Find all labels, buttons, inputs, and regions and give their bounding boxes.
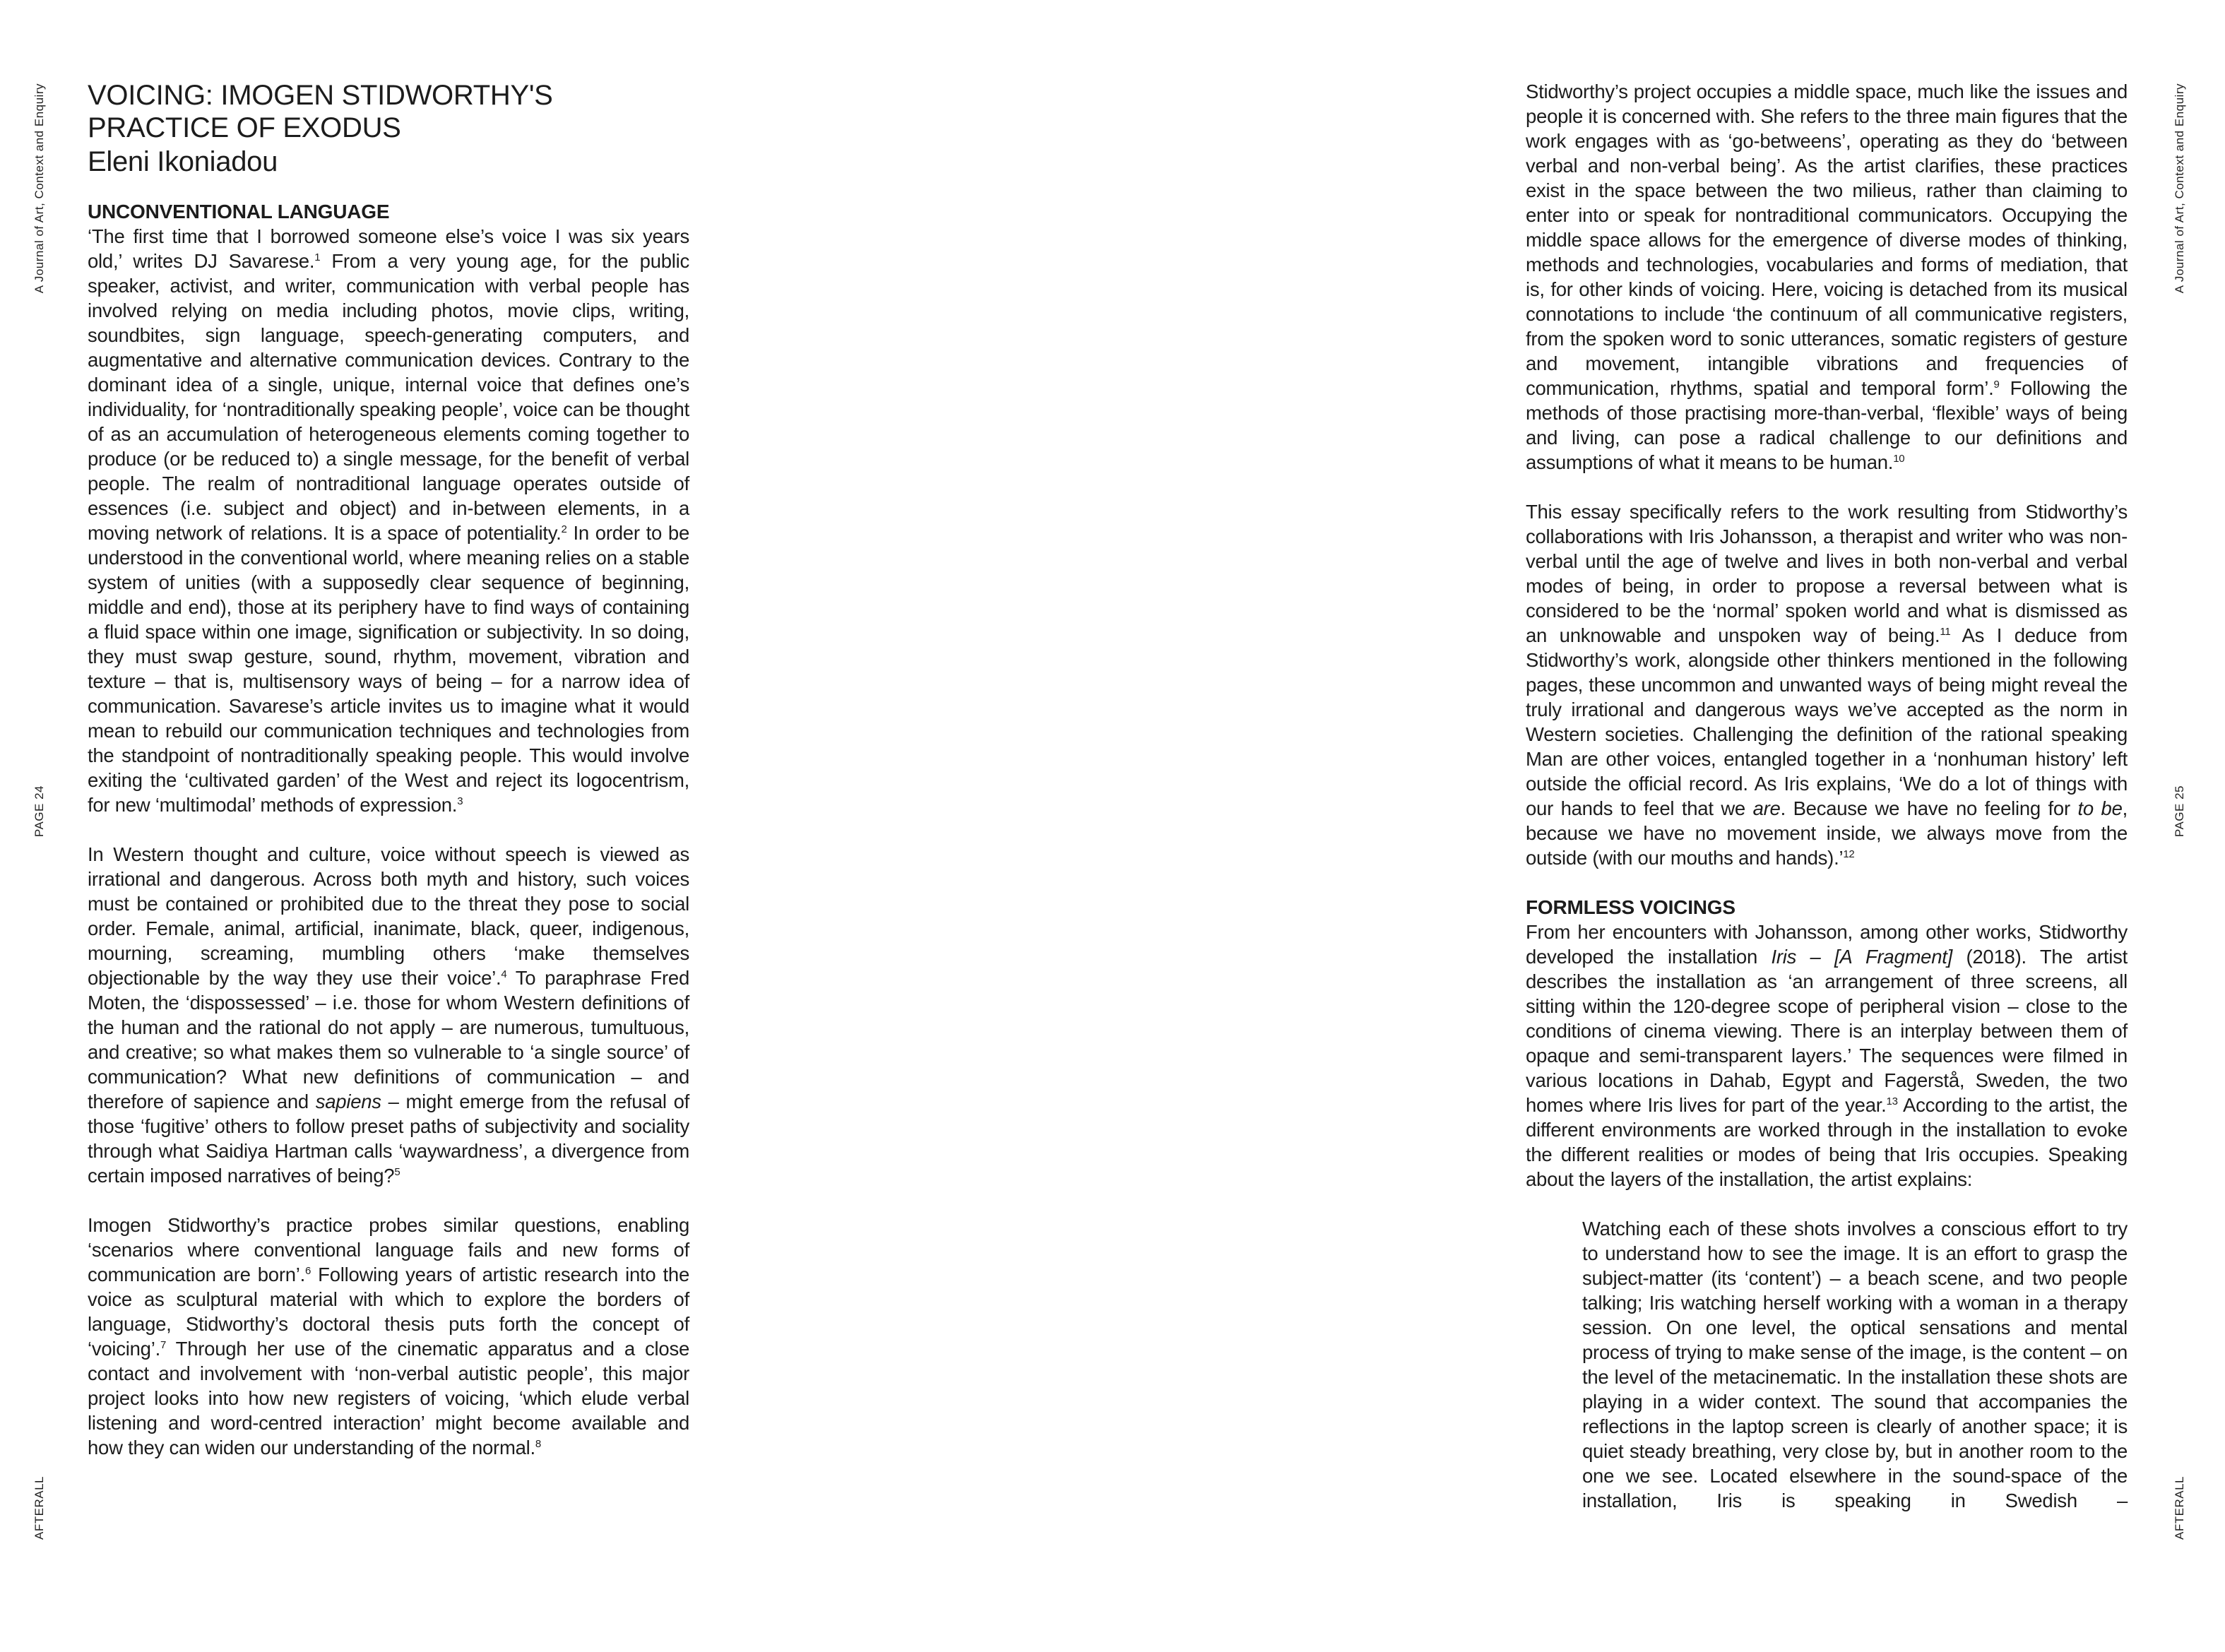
text-run: This essay specifically refers to the work resulting from Stidworthy’s collaborations with Iris Johansson, a therapist and writer who was non-verbal until the age of twelve and lives in both non-verbal and verbal modes of being, in order to propose a reversal between what is considered to be the ‘normal’ spoken world and what is dismissed as an unknowable and unspoken way of being. <box>1526 501 2128 646</box>
body-paragraph <box>88 1213 689 1460</box>
footnote-marker: 6 <box>305 1264 312 1277</box>
footnote-marker: 4 <box>501 968 507 980</box>
article-title-line-1: VOICING: IMOGEN STIDWORTHY'S <box>88 80 553 111</box>
italic-text: Iris – [A Fragment] <box>1771 946 1953 968</box>
body-paragraph <box>88 224 689 817</box>
text-run: Watching each of these shots involves a conscious effort to try to understand how to see the image. It is an effort to grasp the subject-matter (its ‘content’) – a beach scene, and two people talking; Iris watching herself working with a woman in a therapy session. On one level, the optical sensations and mental process of trying to make sense of the image, is the content – on the level of the metacinematic. In the installation these shots are playing in a wider context. The sound that accompanies the reflections in the laptop screen is clearly of another space; it is quiet steady breathing, very close by, but in another room to the one we see. Located elsewhere in the sound-space of the installation, Iris is speaking in Swedish – <box>1582 1218 2128 1511</box>
section-heading-formless-voicings: FORMLESS VOICINGS <box>1526 896 1736 918</box>
body-paragraph <box>1526 79 2128 475</box>
left-body <box>88 224 689 1460</box>
footnote-marker: 3 <box>457 795 463 807</box>
text-run: Through her use of the cinematic apparatus and a close contact and involvement with ‘non-verbal autistic people’, this major project looks into how new registers of voicing, ‘which elude verbal listening and word-centred interaction’ might become available and how they can widen our understanding of the normal. <box>88 1338 689 1458</box>
italic-text: are <box>1752 797 1781 819</box>
text-run: In order to be understood in the conventional world, where meaning relies on a stable system of unities (with a supposedly clear sequence of beginning, middle and end), those at its periphery have to find ways of containing a fluid space within one image, signification or subjectivity. In so doing, they must swap gesture, sound, rhythm, movement, vibration and texture – that is, multisensory ways of being – for a narrow idea of communication. Savarese’s article invites us to imagine what it would mean to rebuild our communication techniques and technologies from the standpoint of nontraditionally speaking people. This would involve exiting the ‘cultivated garden’ of the West and reject its logocentrism, for new ‘multimodal’ methods of expression. <box>88 522 689 816</box>
body-paragraph <box>1526 499 2128 870</box>
footnote-marker: 7 <box>160 1338 167 1351</box>
text-run: (2018). The artist describes the installation as ‘an arrangement of three screens, all sitting within the 120-degree scope of peripheral vision – close to the conditions of cinema viewing. There is an interplay between them of opaque and semi-transparent layers.’ The sequences were filmed in various locations in Dahab, Egypt and Fagerstå, Sweden, the two homes where Iris lives for part of the year. <box>1526 946 2128 1116</box>
text-run: ‘The first time that I borrowed someone else’s voice I was six years old,’ writes DJ Savarese. <box>88 225 689 272</box>
body-paragraph <box>1526 920 2128 1192</box>
text-run: From a very young age, for the public speaker, activist, and writer, communication with verbal people has involved relying on media including photos, movie clips, writing, soundbites, sign language, speech-generating computers, and augmentative and alternative communication devices. Contrary to the dominant idea of a single, unique, internal voice that defines one’s individuality, for ‘nontraditionally speaking people’, voice can be thought of as an accumulation of heterogeneous elements coming together to produce (or be reduced to) a single message, for the benefit of verbal people. The realm of nontraditional language operates outside of essences (i.e. subject and object) and in-between elements, in a moving network of relations. It is a space of potentiality. <box>88 250 690 544</box>
footnote-marker: 1 <box>314 251 321 263</box>
footnote-marker: 10 <box>1893 452 1905 465</box>
text-run: As I deduce from Stidworthy’s work, alongside other thinkers mentioned in the following pages, these uncommon and unwanted ways of being might reveal the truly irrational and dangerous ways we’ve accepted as the norm in Western societies. Challenging the definition of the rational speaking Man are other voices, entangled together in a ‘nonhuman history’ left outside the official record. As Iris explains, ‘We do a lot of things with our hands to feel that we <box>1526 624 2128 819</box>
section-heading-unconventional-language: UNCONVENTIONAL LANGUAGE <box>88 201 390 222</box>
text-run: Following the methods of those practising more-than-verbal, ‘flexible’ ways of being and living, can pose a radical challenge to our definitions and assumptions of what it means to be human. <box>1526 377 2128 473</box>
body-paragraph <box>88 842 689 1188</box>
footnote-marker: 12 <box>1843 848 1855 860</box>
text-run: Imogen Stidworthy’s practice probes similar questions, enabling ‘scenarios where conventional language fails and new forms of communication are born’. <box>88 1214 689 1285</box>
footnote-marker: 9 <box>1993 378 2000 391</box>
block-quote <box>1582 1216 2128 1513</box>
page-number-left: PAGE 24 <box>32 785 46 838</box>
right-page-column <box>1526 79 2128 1538</box>
publisher-label-left: AFTERALL <box>32 1476 46 1540</box>
italic-text: to be <box>2077 797 2123 819</box>
text-run: In Western thought and culture, voice without speech is viewed as irrational and dangerous. Across both myth and history, such voices must be contained or prohibited due to the threat they pose to social order. Female, animal, artificial, inanimate, black, queer, indigenous, mourning, screaming, mumbling others ‘make themselves objectionable by the way they use their voice’. <box>88 843 689 989</box>
footnote-marker: 8 <box>535 1437 541 1450</box>
text-run: According to the artist, the different environments are worked through in the installation to evoke the different realities or modes of being that Iris occupies. Speaking about the layers of the installation, the artist explains: <box>1526 1094 2128 1190</box>
journal-label-left: A Journal of Art, Context and Enquiry <box>32 83 46 294</box>
publisher-label-right: AFTERALL <box>2173 1476 2186 1540</box>
text-run: To paraphrase Fred Moten, the ‘dispossessed’ – i.e. those for whom Western definitions of the human and the rational do not apply – are numerous, tumultuous, and creative; so what makes them so vulnerable to ‘a single source’ of communication? What new definitions of communication – and therefore of sapience and <box>88 967 690 1112</box>
text-run: – might emerge from the refusal of those ‘fugitive’ others to follow preset paths of subjectivity and sociality through what Saidiya Hartman calls ‘waywardness’, a divergence from certain imposed narratives of being? <box>88 1091 690 1187</box>
journal-label-right: A Journal of Art, Context and Enquiry <box>2173 83 2186 294</box>
page-number-right: PAGE 25 <box>2173 785 2186 838</box>
body-paragraph <box>1582 1216 2128 1513</box>
footnote-marker: 5 <box>394 1165 400 1178</box>
footnote-marker: 2 <box>561 523 567 535</box>
italic-text: sapiens <box>315 1091 381 1112</box>
right-body-before <box>1526 79 2128 870</box>
text-run: . Because we have no feeling for <box>1780 797 2078 819</box>
text-run: From her encounters with Johansson, among other works, Stidworthy developed the installation <box>1526 921 2128 968</box>
article-author: Eleni Ikoniadou <box>88 146 278 177</box>
footnote-marker: 13 <box>1886 1095 1898 1107</box>
text-run: , because we have no movement inside, we always move from the outside (with our mouths and hands).’ <box>1526 797 2128 869</box>
left-page-column <box>88 79 689 1485</box>
footnote-marker: 11 <box>1940 625 1951 638</box>
right-body-after <box>1526 920 2128 1192</box>
text-run: Following years of artistic research into the voice as sculptural material with which to explore the borders of language, Stidworthy’s doctoral thesis puts forth the concept of ‘voicing’. <box>88 1264 689 1360</box>
article-title-line-2: PRACTICE OF EXODUS <box>88 112 401 143</box>
text-run: Stidworthy’s project occupies a middle space, much like the issues and people it is concerned with. She refers to the three main figures that the work engages with as ‘go-betweens’, operating as they do ‘between verbal and non-verbal being’. As the artist clarifies, these practices exist in the space between the two milieus, rather than claiming to enter into or speak for nontraditional communicators. Occupying the middle space allows for the emergence of diverse modes of thinking, methods and technologies, vocabularies and forms of mediation, that is, for other kinds of voicing. Here, voicing is detached from its musical connotations to include ‘the continuum of all communicative registers, from the spoken word to sonic utterances, somatic registers of gesture and movement, intangible vibrations and frequencies of communication, rhythms, spatial and temporal form’. <box>1526 81 2128 399</box>
